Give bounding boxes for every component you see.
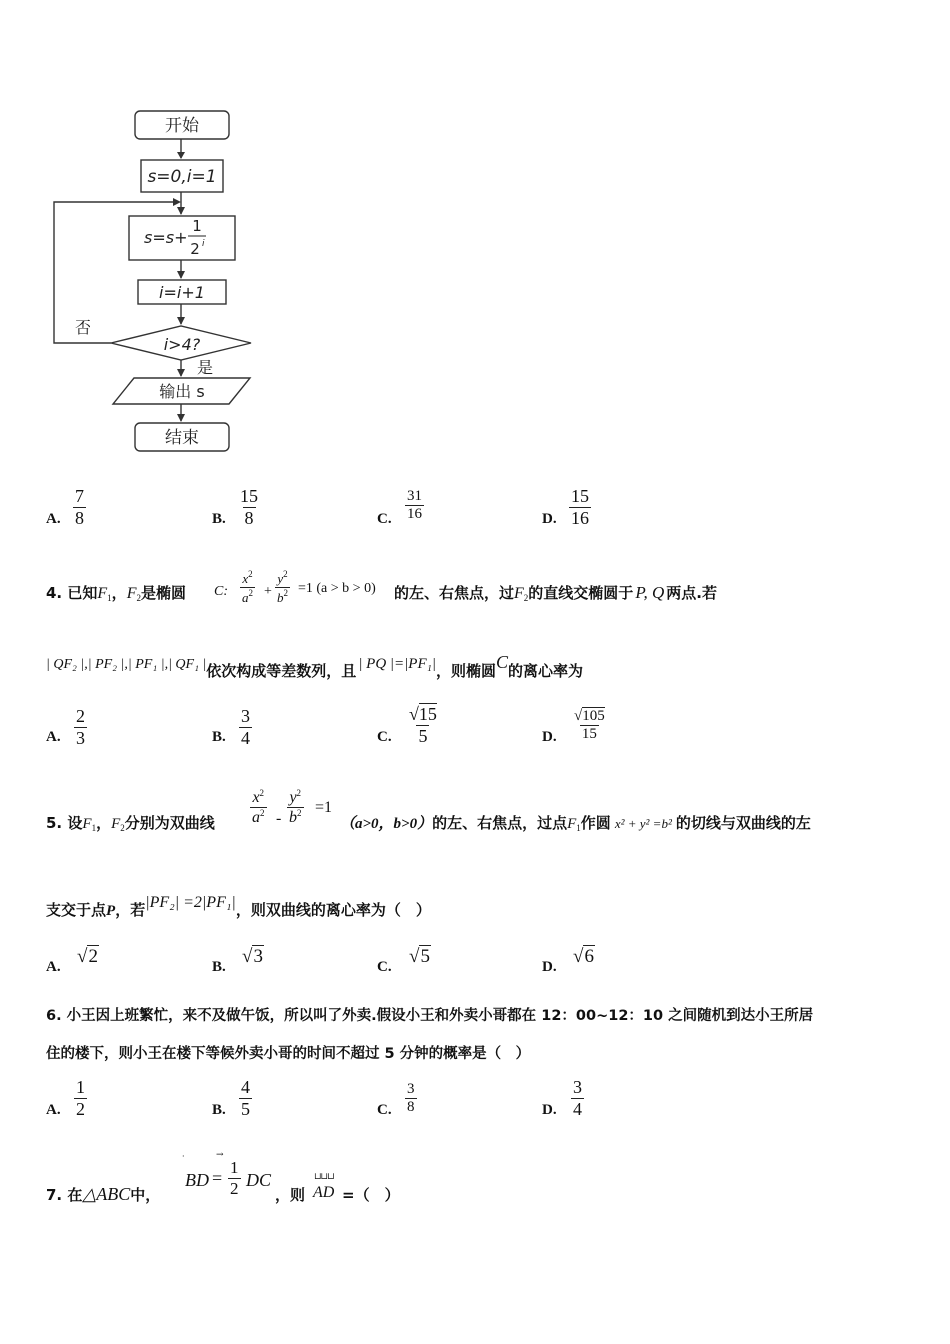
q7-dc: DC <box>246 1170 272 1190</box>
q5-option-b-rad: 3 <box>253 946 263 967</box>
q6-option-d-num: 3 <box>573 1077 582 1097</box>
q4-option-c-den: 5 <box>418 726 428 746</box>
q3-option-c-den: 16 <box>407 506 422 522</box>
flowchart <box>40 100 270 465</box>
q4-text-2: 是椭圆 <box>140 584 186 602</box>
q5-minus: - <box>276 810 282 827</box>
q4-pq: P, Q <box>635 583 665 602</box>
flow-update-s-text: s=s+ <box>144 228 188 247</box>
q6-option-a-num: 1 <box>76 1077 85 1097</box>
q5-relation: |PF₂| =2|PF₁| <box>145 894 236 911</box>
q5-text-2: 分别为双曲线 <box>124 814 215 832</box>
q5-circle: x² + y² =b² <box>614 816 672 831</box>
q6-option-b-den: 5 <box>241 1099 250 1119</box>
q6-option-c-num: 3 <box>407 1081 415 1097</box>
q6-text-line2: 住的楼下，则小王在楼下等候外卖小哥的时间不超过 5 分钟的概率是（ ） <box>46 1046 531 1062</box>
q4-y-fraction: $\frac{y^2}{b^2}$ <box>277 569 288 605</box>
q4-text-8: 的离心率为 <box>508 662 584 680</box>
q4-option-d-label[interactable]: D. <box>542 729 557 745</box>
q3-option-d-num: 15 <box>571 486 589 506</box>
q6-text-line1: 小王因上班繁忙，来不及做午饭，所以叫了外卖.假设小王和外卖小哥都在 12：00~12：10 之间随机到达小王所居 <box>66 1008 814 1024</box>
q5-stem-line1b: （a>0，b>0）的左、右焦点，过点$F_1$作圆 x² + y² =b² 的切线与双曲线的左 <box>340 814 811 833</box>
q5-eq: =1 <box>315 799 333 816</box>
flow-update-s-exp: i <box>202 239 205 249</box>
q4-option-c-num: 15 <box>418 704 437 724</box>
q4-text-5: 两点.若 <box>666 584 717 602</box>
q5-option-a-rad: 2 <box>88 946 98 967</box>
q4-option-d-num: 105 <box>582 708 605 724</box>
flow-yes-label: 是 <box>197 358 214 377</box>
q4-stem-line2 <box>46 652 584 680</box>
q5-option-b-value[interactable]: √3 <box>242 946 263 967</box>
q4-f1: F <box>97 585 108 602</box>
q6-option-d-label[interactable]: D. <box>542 1102 557 1118</box>
q4-text-4: 的直线交椭圆于 <box>528 584 634 602</box>
q4-text-1: 已知 <box>67 584 98 602</box>
q5-text-3: 的左、右焦点，过点 <box>432 814 568 832</box>
q4-f2: F <box>126 585 137 602</box>
q5-option-a-label[interactable]: A. <box>46 959 61 975</box>
q5-p: P <box>106 903 116 919</box>
q6-option-c-fraction[interactable] <box>405 1081 417 1116</box>
q6-option-b-fraction[interactable] <box>239 1077 252 1120</box>
q5-option-c-label[interactable]: C. <box>377 959 392 975</box>
q3-option-d-fraction[interactable] <box>569 486 591 529</box>
q4-option-c-label[interactable]: C. <box>377 729 392 745</box>
q6-option-a-label[interactable]: A. <box>46 1102 61 1118</box>
q5-stem-line1: 5. 设$F_1$，$F_2$分别为双曲线 <box>46 814 215 833</box>
q7-number: 7. <box>46 1186 63 1204</box>
q6-option-d-den: 4 <box>573 1099 582 1119</box>
q4-ellipse-c: C: <box>214 584 228 599</box>
q5-option-c-value[interactable]: √5 <box>409 946 430 967</box>
q3-option-c-num: 31 <box>407 488 422 504</box>
q7-half-den: 2 <box>230 1179 239 1198</box>
vector-dot-icon: · <box>182 1152 185 1161</box>
q3-option-c-fraction[interactable] <box>405 488 424 523</box>
q5-condition: （a>0，b>0） <box>340 816 433 832</box>
q4-option-d-den: 15 <box>581 726 597 742</box>
q4-condition: | PQ |=|PF₁| <box>358 656 436 672</box>
q5-x-fraction: $\frac{x^2}{a^2}$ <box>252 788 265 826</box>
q7-eq: = <box>212 1168 223 1188</box>
q6-option-a-den: 2 <box>76 1099 85 1119</box>
q6-option-c-label[interactable]: C. <box>377 1102 392 1118</box>
q6-option-b-label[interactable]: B. <box>212 1102 226 1118</box>
q3-option-c-label[interactable]: C. <box>377 511 392 527</box>
flow-start-text: 开始 <box>165 116 199 136</box>
q3-option-d-label[interactable]: D. <box>542 511 557 527</box>
q6-number: 6. <box>46 1008 62 1024</box>
q4-equation-cond: =1 (a > b > 0) <box>298 581 376 596</box>
q7-stem-b <box>275 1184 305 1205</box>
q7-half-num: 1 <box>230 1158 239 1177</box>
q3-option-b-fraction[interactable] <box>238 486 260 529</box>
flow-end-text: 结束 <box>165 428 199 448</box>
q5-text-8: ，则双曲线的离心率为（ ） <box>235 901 431 919</box>
q4-f1-sub: 1 <box>107 593 112 603</box>
flow-condition-text: i>4? <box>163 335 201 354</box>
q4-plus: + <box>264 584 272 599</box>
q3-option-b-den: 8 <box>244 508 254 528</box>
q4-b: b <box>277 590 284 605</box>
flow-output-text: 输出 s <box>159 382 205 401</box>
q4-x-fraction: $\frac{x^2}{a^2}$ <box>242 569 253 605</box>
q3-option-d-den: 16 <box>571 508 589 528</box>
q4-c: C <box>495 652 508 672</box>
q3-option-b-label[interactable]: B. <box>212 511 226 527</box>
q5-option-b-label[interactable]: B. <box>212 959 226 975</box>
q4-option-a-num: 2 <box>76 706 85 726</box>
flow-update-i-text: i=i+1 <box>159 283 205 302</box>
q3-option-a-num: 7 <box>75 486 84 506</box>
q5-y-fraction: $\frac{y^2}{b^2}$ <box>289 788 302 826</box>
q4-option-b-num: 3 <box>241 706 250 726</box>
q7-triangle: △ABC <box>82 1184 131 1204</box>
q7-stem-a <box>46 1184 160 1205</box>
q3-option-a-fraction[interactable] <box>73 486 86 529</box>
q4-option-b-fraction[interactable] <box>239 706 252 749</box>
flow-init-text: s=0,i=1 <box>147 167 217 187</box>
q5-text-4: 作圆 <box>580 814 611 832</box>
q4-text-3: 的左、右焦点，过 <box>394 584 515 602</box>
q3-option-a-label[interactable]: A. <box>46 511 61 527</box>
q4-text-6: 依次构成等差数列，且 <box>206 662 357 680</box>
vector-arrow-icon: → <box>216 1150 224 1160</box>
q5-text-7: ，若 <box>115 901 146 919</box>
q5-option-c-rad: 5 <box>420 946 430 967</box>
q5-number: 5. <box>46 814 63 832</box>
q5-text-5: 的切线与双曲线的左 <box>675 814 811 832</box>
q5-option-d-label[interactable]: D. <box>542 959 557 975</box>
q3-option-a-den: 8 <box>75 508 84 528</box>
q4-a: a <box>242 590 249 605</box>
q4-stem-line1b: 的左、右焦点，过$F_2$的直线交椭圆于 P, Q 两点.若 <box>394 583 717 603</box>
q4-option-b-label[interactable]: B. <box>212 729 226 745</box>
q6-stem-line2 <box>46 1042 530 1063</box>
q7-text-2: 中， <box>130 1186 161 1204</box>
q4-option-c-fraction[interactable]: $\frac{√15}{5}$ <box>409 704 437 746</box>
q5-text-6: 支交于点 <box>46 901 107 919</box>
q5-stem-line2 <box>46 894 431 920</box>
q6-option-a-fraction[interactable] <box>74 1077 87 1120</box>
q6-option-d-fraction[interactable] <box>571 1077 584 1120</box>
q4-option-a-den: 3 <box>76 728 85 748</box>
vector-arrow-ad-icon: ⊔⊔⊔ <box>314 1172 334 1182</box>
flow-no-label: 否 <box>75 318 92 337</box>
q6-stem-line1 <box>46 1004 813 1025</box>
q4-option-a-label[interactable]: A. <box>46 729 61 745</box>
q4-x: x <box>242 571 249 586</box>
q5-option-a-value[interactable]: √2 <box>77 946 98 967</box>
q5-text-1: 设 <box>67 814 83 832</box>
q4-stem-line1 <box>46 582 186 603</box>
q4-option-a-fraction[interactable] <box>74 706 87 749</box>
q7-text-3: ，则 <box>275 1186 306 1204</box>
q7-bd: BD <box>185 1170 209 1190</box>
q7-text-1: 在 <box>67 1186 83 1204</box>
q4-text-7: ，则椭圆 <box>435 662 496 680</box>
q3-option-b-num: 15 <box>240 486 258 506</box>
flow-update-s-num: 1 <box>192 217 202 235</box>
q7-text-4: =（ ） <box>342 1186 400 1204</box>
q6-option-c-den: 8 <box>407 1099 415 1115</box>
q7-half-fraction <box>228 1158 241 1199</box>
q7-ad: AD <box>313 1184 335 1201</box>
q4-y: y <box>277 571 284 586</box>
q4-sequence: | QF₂ |,| PF₂ |,| PF₁ |,| QF₁ | <box>46 657 207 672</box>
q6-option-b-num: 4 <box>241 1077 250 1097</box>
q5-option-d-rad: 6 <box>584 946 594 967</box>
q4-option-d-fraction[interactable]: $\frac{√105}{15}$ <box>574 708 605 742</box>
q5-option-d-value[interactable]: √6 <box>573 946 594 967</box>
q7-stem-c <box>342 1184 400 1205</box>
q4-number: 4. <box>46 584 63 602</box>
q4-comma: ， <box>111 584 127 602</box>
flow-update-s-den: 2 <box>190 240 200 258</box>
q4-option-b-den: 4 <box>241 728 250 748</box>
q4-f2-sub: 2 <box>136 593 141 603</box>
